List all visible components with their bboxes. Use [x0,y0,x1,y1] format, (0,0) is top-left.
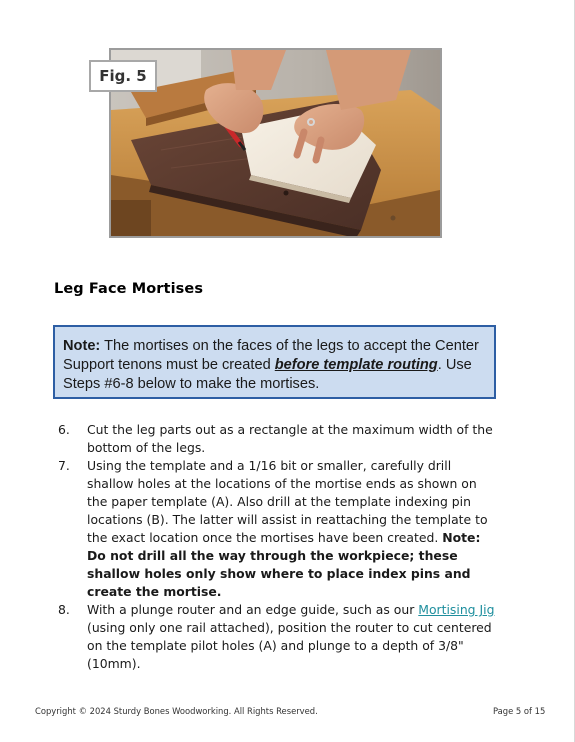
step-bold-note: Note: Do not drill all the way through the workpiece; these shallow holes only show where to place index pins and create the mortise. [87,530,481,599]
note-text-2: . Use Steps #6-8 below to make the mortises. [63,357,472,392]
step-number: 8. [58,602,70,617]
step-text: (using only one rail attached), position the router to cut centered on the template pilot holes (A) and plunge to a depth of 3/8" (10mm). [87,620,492,671]
note-lead: Note: [63,338,101,354]
step-number: 6. [58,422,70,437]
figure-photo [109,48,442,238]
step-item [58,457,498,601]
figure-label: Fig. 5 [89,60,157,92]
step-number: 7. [58,458,70,473]
step-text: Cut the leg parts out as a rectangle at the maximum width of the bottom of the legs. [87,422,493,455]
note-emphasis: before template routing [274,357,438,373]
footer-page-number: Page 5 of 15 [493,706,546,716]
step-text: With a plunge router and an edge guide, such as our [87,602,419,617]
note-text-1: The mortises on the faces of the legs to accept the Center Support tenons must be created [63,338,479,373]
step-item [58,601,498,673]
mortising-jig-link[interactable]: Mortising Jig [418,602,495,617]
step-text: Using the template and a 1/16 bit or smaller, carefully drill shallow holes at the locations of the mortise ends as shown on the paper template (A). Also drill at the template indexing pin locations (B). The latter will assist in reattaching the template to the exact location once the mortises have been created. [87,458,488,545]
note-box [53,325,496,399]
section-heading: Leg Face Mortises [54,281,204,297]
woodworking-photo-image [111,50,440,236]
step-item [58,421,498,457]
steps-list [58,421,498,673]
footer-copyright: Copyright © 2024 Sturdy Bones Woodworking. All Rights Reserved. [35,706,318,716]
